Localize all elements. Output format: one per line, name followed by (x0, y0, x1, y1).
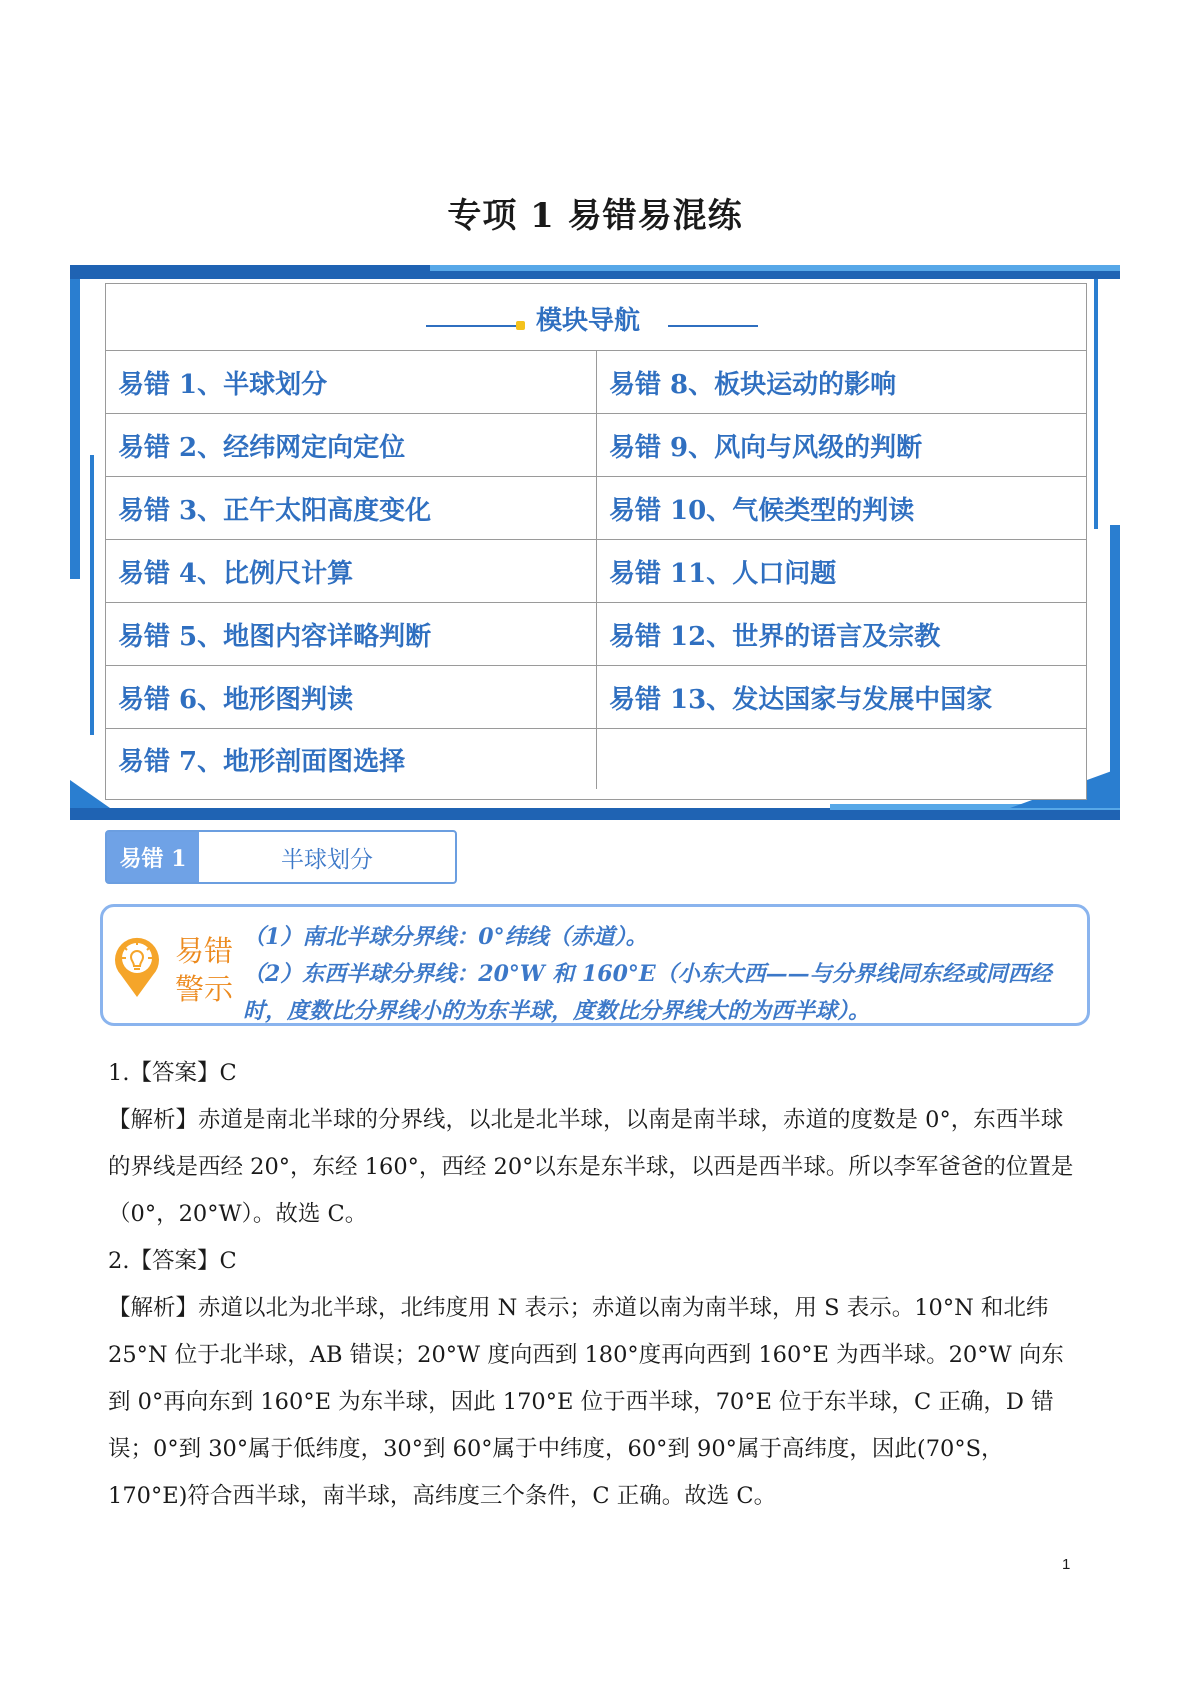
nav-row (106, 729, 1086, 789)
nav-row (106, 351, 1086, 414)
nav-item-13[interactable]: 易错 13、发达国家与发展中国家 (609, 684, 993, 715)
nav-item-9[interactable]: 易错 9、风向与风级的判断 (609, 432, 923, 463)
warning-badge-line2: 警示 (175, 972, 234, 1006)
nav-row (106, 414, 1086, 477)
section-tab (105, 830, 457, 884)
nav-header-dot-icon (516, 321, 525, 330)
nav-row (106, 603, 1086, 666)
page-number: 1 (1062, 1556, 1071, 1573)
frame-corner-left (70, 780, 110, 808)
warning-line-2: （2）东西半球分界线：20°W 和 160°E（小东大西——与分界线同东经或同西经时，度数比分界线小的为东半球，度数比分界线大的为西半球）。 (243, 961, 1052, 1024)
nav-item-4[interactable]: 易错 4、比例尺计算 (106, 540, 597, 602)
section-tab-name: 半球划分 (281, 846, 373, 873)
nav-item-6[interactable]: 易错 6、地形图判读 (106, 666, 597, 728)
frame-side-left (70, 279, 80, 579)
warning-text (243, 919, 1073, 1030)
answer-1: 1.【答案】C (108, 1060, 237, 1086)
nav-row (106, 540, 1086, 603)
analysis-2: 【解析】赤道以北为北半球，北纬度用 N 表示；赤道以南为南半球，用 S 表示。10°N 和北纬 25°N 位于北半球，AB 错误；20°W 度向西到 180°度再向西到 160°E 为西半球。20°W 向东到 0°再向东到 160°E 为东半球，因此 170°E 位于西半球，70°E 位于东半球，C 正确，D 错误；0°到 30°属于低纬度，30°到 60°属于中纬度，60°到 90°属于高纬度，因此(70°S，170°E)符合西半球，南半球，高纬度三个条件，C 正确。故选 C。 (108, 1295, 1064, 1509)
section-tab-label: 易错 1 (107, 832, 199, 882)
page-title: 专项 1 易错易混练 (447, 196, 743, 236)
frame-side-right-accent (1094, 279, 1098, 529)
warning-box (100, 904, 1090, 1026)
nav-item-8[interactable]: 易错 8、板块运动的影响 (609, 369, 897, 400)
nav-header-line-right (668, 325, 758, 327)
nav-item-10[interactable]: 易错 10、气候类型的判读 (609, 495, 915, 526)
frame-bar-top-accent (430, 265, 1120, 271)
nav-row (106, 477, 1086, 540)
answer-2: 2.【答案】C (108, 1248, 237, 1274)
nav-item-7[interactable]: 易错 7、地形剖面图选择 (106, 729, 597, 789)
nav-item-3[interactable]: 易错 3、正午太阳高度变化 (106, 477, 597, 539)
warning-badge-line1: 易错 (175, 934, 234, 968)
nav-item-1[interactable]: 易错 1、半球划分 (106, 351, 597, 413)
nav-item-5[interactable]: 易错 5、地图内容详略判断 (106, 603, 597, 665)
nav-header-line-left (426, 325, 516, 327)
nav-item-2[interactable]: 易错 2、经纬网定向定位 (106, 414, 597, 476)
warning-line-1: （1）南北半球分界线：0°纬线（赤道）。 (243, 924, 648, 950)
nav-item-11[interactable]: 易错 11、人口问题 (609, 558, 837, 589)
module-navigation (70, 265, 1120, 820)
analysis-1: 【解析】赤道是南北半球的分界线，以北是北半球，以南是南半球，赤道的度数是 0°，东西半球的界线是西经 20°，东经 160°，西经 20°以东是东半球，以西是西半球。所以李军爸爸的位置是（0°，20°W）。故选 C。 (108, 1107, 1074, 1227)
nav-header (106, 284, 1086, 351)
nav-item-empty (597, 729, 1086, 789)
nav-table (105, 283, 1087, 800)
nav-row (106, 666, 1086, 729)
answers-section (108, 1050, 1078, 1520)
nav-heading: 模块导航 (536, 306, 641, 336)
frame-side-left-accent (90, 455, 94, 735)
lightbulb-icon (111, 933, 163, 999)
nav-item-12[interactable]: 易错 12、世界的语言及宗教 (609, 621, 941, 652)
